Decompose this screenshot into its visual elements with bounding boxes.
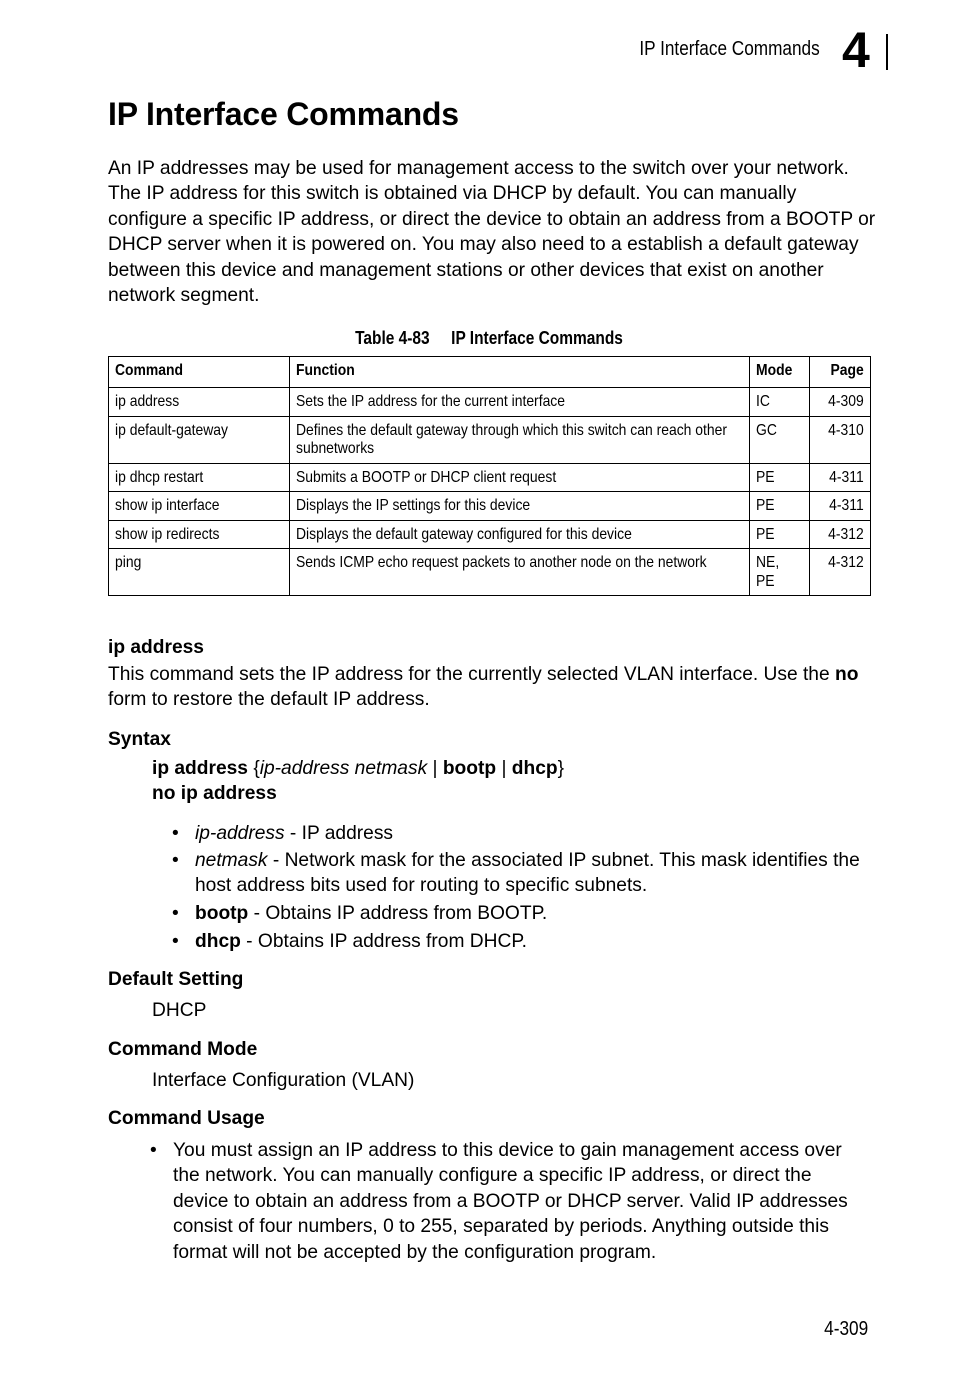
cell-page: 4-309 (810, 388, 871, 417)
table-caption: Table 4-83 IP Interface Commands (355, 328, 623, 348)
header-mode: Mode (750, 357, 810, 388)
list-item: • ip-address - IP address (172, 821, 872, 846)
command-description: This command sets the IP address for the currently selected VLAN interface. Use the no form to restore the default IP address. (108, 664, 859, 711)
intro-paragraph: An IP addresses may be used for management access to the switch over your network. The IP address for this switch is obtained via DHCP by default. You can manually configure a specific IP address, or direct the device to obtain an address from a BOOTP or DHCP server when it is powered on. You may also need to a establish a default gateway between this device and management stations or other devices that exist on another network segment. (108, 158, 876, 307)
default-setting-value: DHCP (152, 1000, 207, 1021)
page-number: 4-309 (824, 1318, 868, 1340)
command-heading: ip address (108, 637, 204, 658)
header-function: Function (290, 357, 750, 388)
bullet-icon: • (172, 850, 179, 871)
table-row (109, 492, 871, 521)
list-item: • netmask - Network mask for the associated IP subnet. This mask identifies the host address bits used for routing to specific subnets. (172, 850, 860, 897)
table-row (109, 520, 871, 549)
list-item: • bootp - Obtains IP address from BOOTP. (172, 901, 872, 926)
cell-page: 4-312 (810, 520, 871, 549)
bullet-icon: • (172, 823, 179, 844)
bullet-icon: • (150, 1140, 157, 1161)
syntax-heading: Syntax (108, 729, 171, 750)
header-command: Command (109, 357, 290, 388)
commands-table (108, 356, 871, 596)
table-row (109, 549, 871, 596)
cell-page: 4-311 (810, 492, 871, 521)
table-header-row (109, 357, 871, 388)
cell-function: Displays the IP settings for this device (290, 492, 750, 521)
cell-command: show ip redirects (109, 520, 290, 549)
chapter-divider (886, 34, 888, 70)
list-item: • dhcp - Obtains IP address from DHCP. (172, 929, 872, 954)
cell-command: ip dhcp restart (109, 463, 290, 492)
cell-mode: PE (750, 463, 810, 492)
cell-function: Sends ICMP echo request packets to another node on the network (290, 549, 750, 596)
syntax-line: ip address {ip-address netmask | bootp | dhcp} (152, 758, 565, 779)
command-mode-value: Interface Configuration (VLAN) (152, 1070, 415, 1091)
cell-mode: PE (750, 520, 810, 549)
cell-command: ping (109, 549, 290, 596)
table-row (109, 463, 871, 492)
cell-page: 4-310 (810, 416, 871, 463)
cell-command: ip default-gateway (109, 416, 290, 463)
table-row (109, 416, 871, 463)
header-page: Page (810, 357, 871, 388)
list-item: • You must assign an IP address to this device to gain management access over the network. You can manually configure a specific IP address, or direct the device to obtain an address from a BOOTP or DHCP server. Valid IP addresses consist of four numbers, 0 to 255, separated by periods. Anything outside this format will not be accepted by the configuration program. (150, 1140, 848, 1263)
bullet-icon: • (172, 903, 179, 924)
command-usage-heading: Command Usage (108, 1108, 265, 1129)
bullet-icon: • (172, 931, 179, 952)
cell-function: Displays the default gateway configured for this device (290, 520, 750, 549)
table-row (109, 388, 871, 417)
page-title: IP Interface Commands (108, 96, 459, 132)
cell-mode: PE (750, 492, 810, 521)
cell-page: 4-311 (810, 463, 871, 492)
cell-function: Submits a BOOTP or DHCP client request (290, 463, 750, 492)
chapter-number: 4 (842, 22, 870, 78)
cell-page: 4-312 (810, 549, 871, 596)
cell-mode: GC (750, 416, 810, 463)
command-mode-heading: Command Mode (108, 1039, 258, 1060)
cell-mode: NE, PE (750, 549, 810, 596)
cell-function: Defines the default gateway through which this switch can reach other subnetworks (290, 416, 750, 463)
cell-command: ip address (109, 388, 290, 417)
cell-command: show ip interface (109, 492, 290, 521)
cell-mode: IC (750, 388, 810, 417)
cell-function: Sets the IP address for the current interface (290, 388, 750, 417)
running-header-title: IP Interface Commands (639, 38, 820, 60)
default-setting-heading: Default Setting (108, 969, 244, 990)
syntax-no-form: no ip address (152, 783, 277, 804)
